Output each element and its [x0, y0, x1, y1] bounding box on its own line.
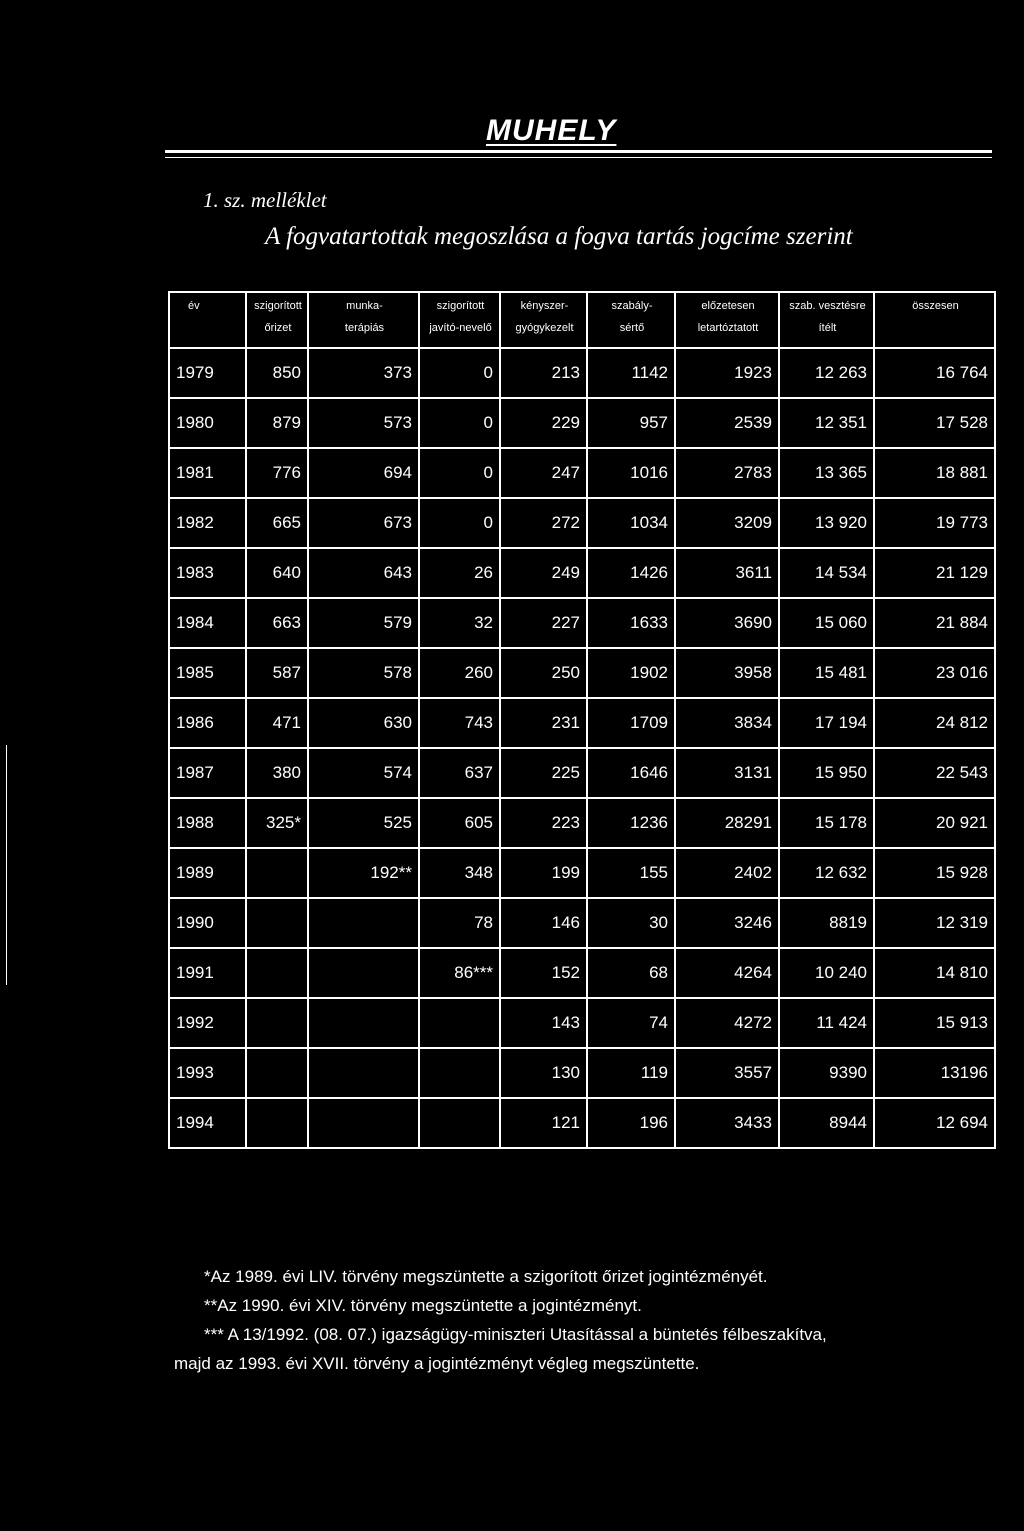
- table-cell: 196: [587, 1098, 675, 1148]
- table-cell: 16 764: [874, 348, 995, 398]
- table-row: [169, 448, 995, 498]
- table-cell: 225: [500, 748, 587, 798]
- table-cell: 637: [419, 748, 500, 798]
- table-cell: 22 543: [874, 748, 995, 798]
- table-cell: 24 812: [874, 698, 995, 748]
- table-cell: 249: [500, 548, 587, 598]
- table-cell: 957: [587, 398, 675, 448]
- year-cell: 1988: [169, 798, 246, 848]
- footnote-1: *Az 1989. évi LIV. törvény megszüntette a szigorított őrizet jogintézményét.: [204, 1267, 768, 1286]
- table-cell: 213: [500, 348, 587, 398]
- table-row: [169, 348, 995, 398]
- table-cell: 260: [419, 648, 500, 698]
- detainee-table: [168, 291, 996, 1149]
- year-cell: 1993: [169, 1048, 246, 1098]
- table-cell: 223: [500, 798, 587, 848]
- table-cell: 78: [419, 898, 500, 948]
- table-cell: 21 129: [874, 548, 995, 598]
- table-cell: [246, 848, 308, 898]
- column-header: munka- terápiás: [308, 292, 419, 348]
- table-cell: [246, 948, 308, 998]
- table-cell: 578: [308, 648, 419, 698]
- table-cell: 17 528: [874, 398, 995, 448]
- table-row: [169, 1048, 995, 1098]
- table-cell: 192**: [308, 848, 419, 898]
- table-cell: 643: [308, 548, 419, 598]
- year-cell: 1987: [169, 748, 246, 798]
- table-cell: 18 881: [874, 448, 995, 498]
- table-cell: 272: [500, 498, 587, 548]
- table-cell: [308, 998, 419, 1048]
- table-cell: 199: [500, 848, 587, 898]
- table-cell: 152: [500, 948, 587, 998]
- table-cell: 155: [587, 848, 675, 898]
- table-cell: 1236: [587, 798, 675, 848]
- year-cell: 1991: [169, 948, 246, 998]
- table-cell: 3131: [675, 748, 779, 798]
- year-cell: 1981: [169, 448, 246, 498]
- year-cell: 1990: [169, 898, 246, 948]
- table-cell: 130: [500, 1048, 587, 1098]
- table-cell: 587: [246, 648, 308, 698]
- table-cell: 879: [246, 398, 308, 448]
- year-cell: 1994: [169, 1098, 246, 1148]
- table-row: [169, 498, 995, 548]
- table-cell: 247: [500, 448, 587, 498]
- table-cell: [419, 998, 500, 1048]
- table-cell: 4272: [675, 998, 779, 1048]
- table-row: [169, 1098, 995, 1148]
- table-cell: 250: [500, 648, 587, 698]
- table-cell: 121: [500, 1098, 587, 1148]
- table-cell: 146: [500, 898, 587, 948]
- year-cell: 1986: [169, 698, 246, 748]
- table-cell: 68: [587, 948, 675, 998]
- table-cell: 143: [500, 998, 587, 1048]
- table-cell: 8819: [779, 898, 874, 948]
- table-cell: 3958: [675, 648, 779, 698]
- table-cell: 325*: [246, 798, 308, 848]
- table-cell: 1709: [587, 698, 675, 748]
- table-cell: 471: [246, 698, 308, 748]
- table-cell: 3690: [675, 598, 779, 648]
- table-cell: 525: [308, 798, 419, 848]
- footnote-3-continued: majd az 1993. évi XVII. törvény a jogintézményt végleg megszüntette.: [174, 1354, 700, 1373]
- table-cell: 694: [308, 448, 419, 498]
- table-cell: 663: [246, 598, 308, 648]
- table-cell: 1016: [587, 448, 675, 498]
- table-header-row: [169, 292, 995, 348]
- table-row: [169, 548, 995, 598]
- column-header: év: [169, 292, 246, 348]
- table-cell: 14 534: [779, 548, 874, 598]
- footnotes: [174, 1262, 1014, 1378]
- table-cell: 3557: [675, 1048, 779, 1098]
- table-cell: [246, 1048, 308, 1098]
- year-cell: 1992: [169, 998, 246, 1048]
- table-cell: 0: [419, 498, 500, 548]
- table-cell: 28291: [675, 798, 779, 848]
- table-cell: 119: [587, 1048, 675, 1098]
- table-cell: 12 632: [779, 848, 874, 898]
- footnote-2: **Az 1990. évi XIV. törvény megszüntette a jogintézményt.: [204, 1296, 642, 1315]
- table-cell: 665: [246, 498, 308, 548]
- table-cell: 1646: [587, 748, 675, 798]
- table-cell: 1426: [587, 548, 675, 598]
- table-cell: 0: [419, 448, 500, 498]
- table-cell: [419, 1048, 500, 1098]
- table-cell: 1034: [587, 498, 675, 548]
- table-cell: 15 060: [779, 598, 874, 648]
- column-header: szigorított javító-nevelő: [419, 292, 500, 348]
- year-cell: 1979: [169, 348, 246, 398]
- table-cell: 4264: [675, 948, 779, 998]
- year-cell: 1984: [169, 598, 246, 648]
- table-cell: 2783: [675, 448, 779, 498]
- table-cell: 229: [500, 398, 587, 448]
- table-cell: 15 913: [874, 998, 995, 1048]
- table-cell: 3209: [675, 498, 779, 548]
- table-cell: 10 240: [779, 948, 874, 998]
- table-row: [169, 648, 995, 698]
- table-cell: 743: [419, 698, 500, 748]
- table-cell: [308, 898, 419, 948]
- header-rule-thick: [165, 150, 992, 153]
- table-cell: 630: [308, 698, 419, 748]
- table-cell: 673: [308, 498, 419, 548]
- table-row: [169, 598, 995, 648]
- table-cell: 3246: [675, 898, 779, 948]
- table-cell: 23 016: [874, 648, 995, 698]
- table-cell: 86***: [419, 948, 500, 998]
- table-row: [169, 848, 995, 898]
- table-cell: 12 694: [874, 1098, 995, 1148]
- table-cell: 9390: [779, 1048, 874, 1098]
- table-cell: 30: [587, 898, 675, 948]
- table-row: [169, 698, 995, 748]
- year-cell: 1989: [169, 848, 246, 898]
- table-cell: 605: [419, 798, 500, 848]
- table-cell: 227: [500, 598, 587, 648]
- table-row: [169, 748, 995, 798]
- table-cell: 13 920: [779, 498, 874, 548]
- table-cell: 20 921: [874, 798, 995, 848]
- margin-line: [6, 745, 7, 985]
- year-cell: 1983: [169, 548, 246, 598]
- table-title: A fogvatartottak megoszlása a fogva tartás jogcíme szerint: [265, 223, 853, 250]
- table-cell: 19 773: [874, 498, 995, 548]
- table-cell: 74: [587, 998, 675, 1048]
- annex-label: 1. sz. melléklet: [203, 188, 327, 212]
- table-cell: 573: [308, 398, 419, 448]
- table-cell: 1923: [675, 348, 779, 398]
- table-cell: 1902: [587, 648, 675, 698]
- table-cell: 8944: [779, 1098, 874, 1148]
- year-cell: 1980: [169, 398, 246, 448]
- table-cell: 380: [246, 748, 308, 798]
- table-cell: 850: [246, 348, 308, 398]
- table-cell: [246, 998, 308, 1048]
- table-cell: 1142: [587, 348, 675, 398]
- table-cell: 373: [308, 348, 419, 398]
- footnote-3: *** A 13/1992. (08. 07.) igazságügy-miniszteri Utasítással a büntetés félbeszakítva,: [204, 1325, 827, 1344]
- table-cell: 26: [419, 548, 500, 598]
- masthead: MUHELY: [486, 114, 617, 147]
- table-row: [169, 998, 995, 1048]
- column-header: szabály- sértő: [587, 292, 675, 348]
- table-row: [169, 798, 995, 848]
- table-cell: [246, 1098, 308, 1148]
- table-cell: 15 178: [779, 798, 874, 848]
- table-cell: 2539: [675, 398, 779, 448]
- table-cell: [308, 1098, 419, 1148]
- table-cell: 640: [246, 548, 308, 598]
- column-header: előzetesen letartóztatott: [675, 292, 779, 348]
- table-cell: 15 928: [874, 848, 995, 898]
- table-cell: 12 351: [779, 398, 874, 448]
- table-cell: 776: [246, 448, 308, 498]
- header-rule-thin: [165, 157, 992, 158]
- table-cell: 574: [308, 748, 419, 798]
- table-cell: 579: [308, 598, 419, 648]
- table-cell: 3611: [675, 548, 779, 598]
- table-cell: 13 365: [779, 448, 874, 498]
- column-header: szab. vesztésre ítélt: [779, 292, 874, 348]
- table-row: [169, 398, 995, 448]
- table-cell: 0: [419, 398, 500, 448]
- table-cell: 3433: [675, 1098, 779, 1148]
- table-cell: 3834: [675, 698, 779, 748]
- table-cell: 13196: [874, 1048, 995, 1098]
- table-cell: 15 950: [779, 748, 874, 798]
- table-cell: [308, 948, 419, 998]
- table-cell: 15 481: [779, 648, 874, 698]
- table-cell: [246, 898, 308, 948]
- table-cell: 14 810: [874, 948, 995, 998]
- column-header: összesen: [874, 292, 995, 348]
- year-cell: 1985: [169, 648, 246, 698]
- table-cell: 1633: [587, 598, 675, 648]
- table-cell: 348: [419, 848, 500, 898]
- table-cell: 12 263: [779, 348, 874, 398]
- table-cell: 21 884: [874, 598, 995, 648]
- table-row: [169, 948, 995, 998]
- table-cell: 32: [419, 598, 500, 648]
- column-header: szigorított őrizet: [246, 292, 308, 348]
- table-row: [169, 898, 995, 948]
- table-cell: [308, 1048, 419, 1098]
- table-cell: 2402: [675, 848, 779, 898]
- year-cell: 1982: [169, 498, 246, 548]
- table-cell: 11 424: [779, 998, 874, 1048]
- column-header: kényszer- gyógykezelt: [500, 292, 587, 348]
- table-cell: [419, 1098, 500, 1148]
- table-cell: 17 194: [779, 698, 874, 748]
- table-cell: 231: [500, 698, 587, 748]
- table-cell: 12 319: [874, 898, 995, 948]
- table-cell: 0: [419, 348, 500, 398]
